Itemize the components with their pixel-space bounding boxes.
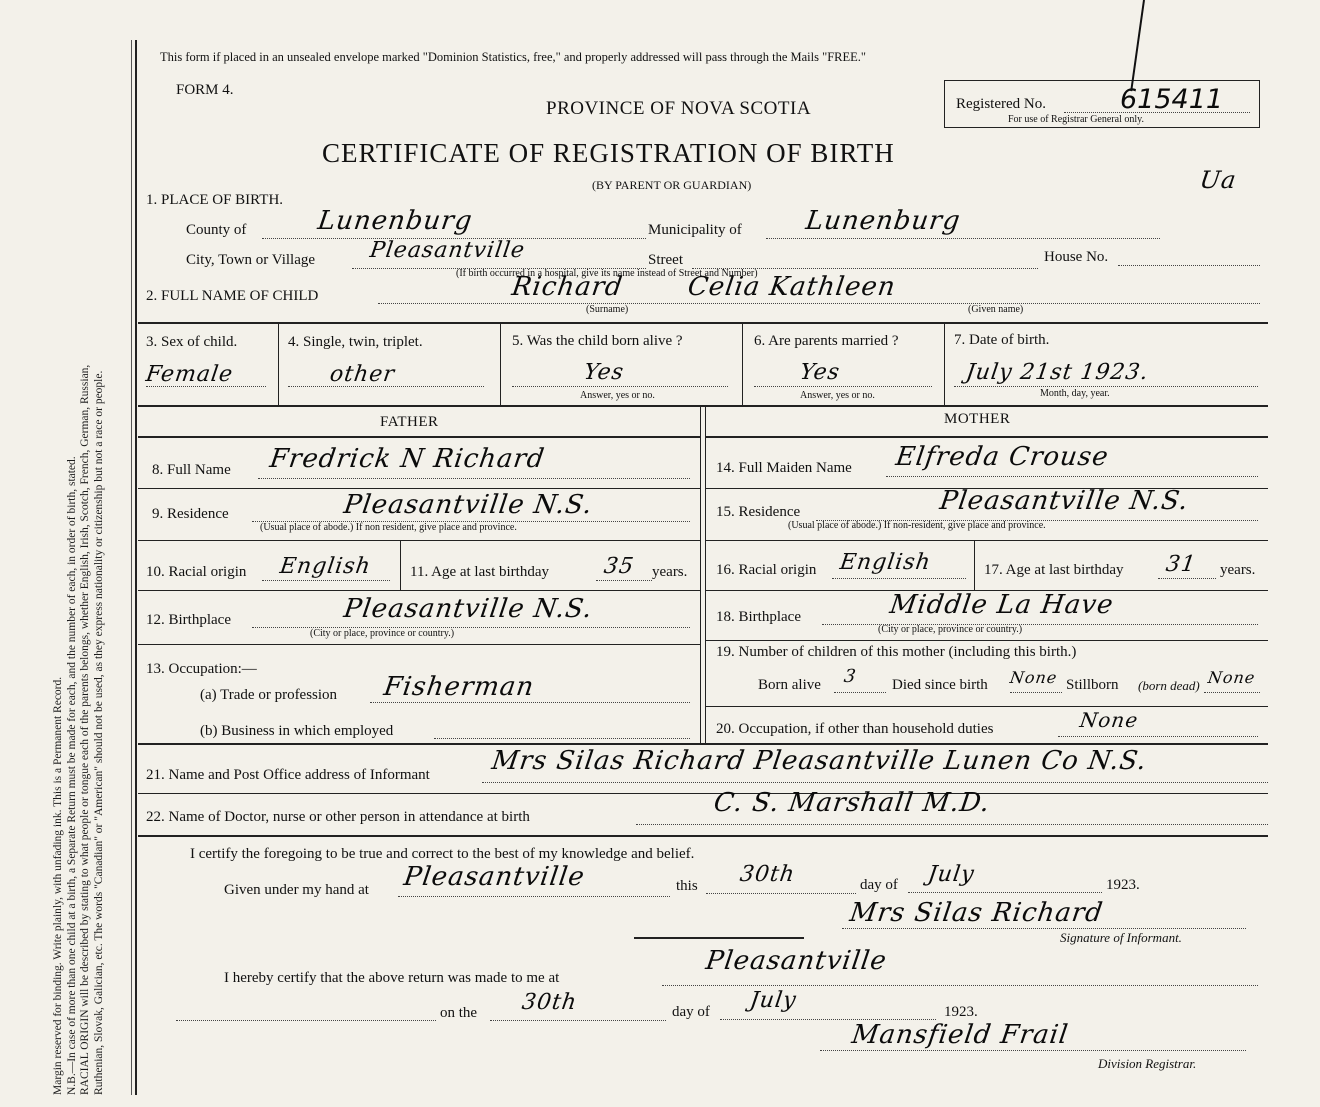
rule-f8 [138, 488, 701, 489]
reg-day-of-label: day of [672, 1004, 710, 1020]
municipality-line [766, 238, 1160, 239]
child-name-label: 2. FULL NAME OF CHILD [146, 288, 319, 304]
stillborn-line [1204, 692, 1260, 693]
binding-rule [135, 40, 137, 1095]
father-age-label: 11. Age at last birthday [410, 564, 549, 580]
born-alive-value: 3 [842, 666, 858, 687]
rule-row3-bottom [138, 405, 1268, 407]
reg-month-value: July [748, 988, 799, 1013]
corner-mark: Ua [1198, 166, 1239, 194]
mother-residence-label: 15. Residence [716, 504, 801, 520]
city-label: City, Town or Village [186, 252, 316, 268]
father-occupation-label: 13. Occupation:— [146, 661, 257, 677]
house-no-line [1118, 265, 1260, 266]
rule-m19 [706, 706, 1268, 707]
doctor-value: C. S. Marshall M.D. [711, 788, 993, 818]
father-trade-value: Fisherman [381, 672, 537, 702]
mother-name-line [886, 476, 1258, 477]
house-no-label: House No. [1044, 249, 1109, 265]
child-name-line [378, 303, 1260, 304]
county-label: County of [186, 222, 247, 238]
mother-age-label: 17. Age at last birthday [984, 562, 1124, 578]
mother-age-line [1158, 578, 1216, 579]
father-name-line [258, 478, 690, 479]
married-note: Answer, yes or no. [800, 390, 875, 401]
rule-m16-v [974, 541, 975, 590]
mother-racial-line [832, 578, 966, 579]
rule-m15 [706, 540, 1268, 541]
informant-signature-line [842, 928, 1246, 929]
margin-line-1: Margin reserved for binding. Write plainly, with unfading ink. This is a Permanent Record. [52, 676, 64, 1095]
married-line [754, 386, 932, 387]
father-residence-value: Pleasantville N.S. [341, 490, 595, 520]
registrar-lead-line [176, 1020, 436, 1021]
mother-racial-value: English [838, 550, 933, 575]
father-age-line [596, 580, 652, 581]
mother-birthplace-value: Middle La Have [887, 590, 1116, 620]
mother-racial-label: 16. Racial origin [716, 562, 817, 578]
certify-text: I certify the foregoing to be true and correct to the best of my knowledge and belief. [190, 846, 695, 862]
registrar-place-line [662, 985, 1258, 986]
stillborn-value: None [1206, 668, 1257, 687]
father-name-value: Fredrick N Richard [267, 444, 547, 474]
registrar-signature: Mansfield Frail [849, 1020, 1071, 1050]
given-day-value: 30th [738, 862, 797, 887]
mother-name-value: Elfreda Crouse [893, 442, 1111, 472]
this-label: this [676, 878, 698, 894]
rule-row3-v1 [278, 323, 279, 405]
mail-notice: This form if placed in an unsealed envelope marked "Dominion Statistics, free," and properly addressed will pass through the Mails "FREE." [160, 50, 867, 64]
died-label: Died since birth [892, 677, 988, 693]
municipality-value: Lunenburg [803, 206, 963, 236]
father-birthplace-label: 12. Birthplace [146, 612, 231, 628]
dob-note: Month, day, year. [1040, 388, 1110, 399]
father-heading: FATHER [380, 414, 439, 430]
given-day-line [706, 893, 856, 894]
rule-mother-heading [706, 436, 1268, 438]
born-alive-label: Born alive [758, 677, 821, 693]
stillborn-note: (born dead) [1138, 678, 1200, 693]
rule-row3-top [138, 322, 1268, 324]
registered-no-label: Registered No. [956, 96, 1046, 112]
mother-residence-note: (Usual place of abode.) If non-resident, give place and province. [788, 520, 1046, 531]
registrar-note: For use of Registrar General only. [1008, 114, 1144, 125]
rule-m18 [706, 640, 1268, 641]
given-place-value: Pleasantville [401, 862, 587, 892]
certificate-title: CERTIFICATE OF REGISTRATION OF BIRTH [322, 138, 895, 168]
rule-parents-center-a [700, 405, 701, 743]
stillborn-label: Stillborn [1066, 677, 1119, 693]
father-racial-line [262, 580, 390, 581]
mother-name-label: 14. Full Maiden Name [716, 460, 852, 476]
informant-value: Mrs Silas Richard Pleasantville Lunen Co N.S. [489, 746, 1149, 776]
father-trade-line [370, 702, 690, 703]
sex-value: Female [144, 362, 235, 387]
father-residence-note: (Usual place of abode.) If non resident, give place and province. [260, 522, 517, 533]
alive-line [512, 386, 728, 387]
province-heading: PROVINCE OF NOVA SCOTIA [546, 98, 812, 119]
margin-line-3: RACIAL ORIGIN will be described by stating to what people or tongue each of the parents belongs, whether English, Irish, Scotch, French, German, Russian, [79, 364, 91, 1095]
rule-row3-v3 [742, 323, 743, 405]
mother-occupation-line [1058, 736, 1258, 737]
county-value: Lunenburg [315, 206, 475, 236]
place-of-birth-label: 1. PLACE OF BIRTH. [146, 192, 284, 208]
certificate-subtitle: (BY PARENT OR GUARDIAN) [592, 178, 752, 192]
rule-22 [138, 835, 1268, 837]
father-business-line [434, 738, 690, 739]
mother-occupation-label: 20. Occupation, if other than household duties [716, 721, 994, 737]
pen-stroke [1130, 0, 1145, 91]
married-label: 6. Are parents married ? [754, 333, 899, 349]
rule-f10 [138, 590, 701, 591]
on-the-label: on the [440, 1005, 478, 1021]
rule-father-heading [138, 436, 701, 438]
mother-occupation-value: None [1078, 708, 1140, 732]
alive-value: Yes [582, 360, 626, 385]
father-racial-label: 10. Racial origin [146, 564, 247, 580]
father-name-label: 8. Full Name [152, 462, 231, 478]
city-value: Pleasantville [368, 238, 527, 263]
informant-signature: Mrs Silas Richard [847, 898, 1106, 928]
dob-line [954, 386, 1258, 387]
informant-line [482, 782, 1268, 783]
father-birthplace-value: Pleasantville N.S. [341, 594, 595, 624]
hospital-note: (If birth occurred in a hospital, give its name instead of Street and Number) [456, 268, 758, 279]
given-year-value: 1923. [1106, 877, 1140, 893]
child-given-value: Celia Kathleen [685, 272, 898, 302]
rule-f12 [138, 644, 701, 645]
mother-years-label: years. [1220, 562, 1256, 578]
plurality-value: other [328, 362, 397, 387]
rule-f9 [138, 540, 701, 541]
father-age-value: 35 [602, 554, 636, 579]
given-month-line [908, 892, 1102, 893]
street-label: Street [648, 252, 683, 268]
rule-row3-v2 [500, 323, 501, 405]
given-name-note: (Given name) [968, 304, 1024, 315]
informant-signature-label: Signature of Informant. [1060, 930, 1182, 945]
born-alive-line [834, 692, 886, 693]
mother-heading: MOTHER [944, 411, 1011, 427]
binding-rule-thin [131, 40, 132, 1095]
surname-note: (Surname) [586, 304, 629, 315]
alive-note: Answer, yes or no. [580, 390, 655, 401]
died-line [1010, 692, 1062, 693]
sex-label: 3. Sex of child. [146, 334, 238, 350]
reg-day-value: 30th [520, 990, 579, 1015]
rule-row3-v4 [944, 323, 945, 405]
rule-parents-center-b [705, 405, 706, 743]
given-label: Given under my hand at [224, 882, 369, 898]
given-day-of-label: day of [860, 877, 898, 893]
mother-children-label: 19. Number of children of this mother (including this birth.) [716, 644, 1077, 660]
given-place-line [398, 896, 670, 897]
registrar-signature-label: Division Registrar. [1098, 1056, 1197, 1071]
dob-label: 7. Date of birth. [954, 332, 1050, 348]
registrar-signature-line [820, 1050, 1246, 1051]
registrar-text: I hereby certify that the above return was made to me at [224, 970, 560, 986]
doctor-line [636, 824, 1268, 825]
father-trade-label: (a) Trade or profession [200, 687, 338, 703]
father-years-label: years. [652, 564, 688, 580]
died-value: None [1008, 668, 1059, 687]
mother-birthplace-note: (City or place, province or country.) [878, 624, 1023, 635]
margin-instructions [52, 25, 106, 1095]
form-number: FORM 4. [176, 82, 234, 98]
dob-value: July 21st 1923. [964, 360, 1151, 385]
doctor-label: 22. Name of Doctor, nurse or other person in attendance at birth [146, 809, 530, 825]
mother-birthplace-label: 18. Birthplace [716, 609, 801, 625]
rule-parents-bottom [138, 743, 1268, 745]
alive-label: 5. Was the child born alive ? [512, 333, 683, 349]
informant-label: 21. Name and Post Office address of Informant [146, 767, 430, 783]
father-racial-value: English [278, 554, 373, 579]
rule-21 [138, 793, 1268, 794]
rule-f10-v [400, 541, 401, 590]
plurality-label: 4. Single, twin, triplet. [288, 334, 423, 350]
reg-day-line [490, 1020, 666, 1021]
reg-year-value: 1923. [944, 1004, 978, 1020]
father-residence-label: 9. Residence [152, 506, 229, 522]
margin-line-4: Ruthenian, Slovak, Galician, etc. The words "Canadian" or "American" should not be used, as they express nationality or citizenship but not a race or people. [92, 370, 105, 1095]
flourish-line [634, 937, 804, 939]
municipality-label: Municipality of [648, 222, 742, 238]
margin-line-2: N.B.—In case of more than one child at a birth, a Separate Return must be made for each, and the number of each, in order of birth, stated. [65, 456, 78, 1095]
mother-age-value: 31 [1164, 552, 1198, 577]
married-value: Yes [798, 360, 842, 385]
given-month-value: July [926, 862, 977, 887]
father-birthplace-note: (City or place, province or country.) [310, 628, 455, 639]
registered-no-value: 615411 [1120, 84, 1224, 115]
registrar-place-value: Pleasantville [703, 946, 889, 976]
child-surname-value: Richard [509, 272, 625, 302]
mother-residence-value: Pleasantville N.S. [937, 486, 1191, 516]
father-business-label: (b) Business in which employed [200, 723, 394, 739]
